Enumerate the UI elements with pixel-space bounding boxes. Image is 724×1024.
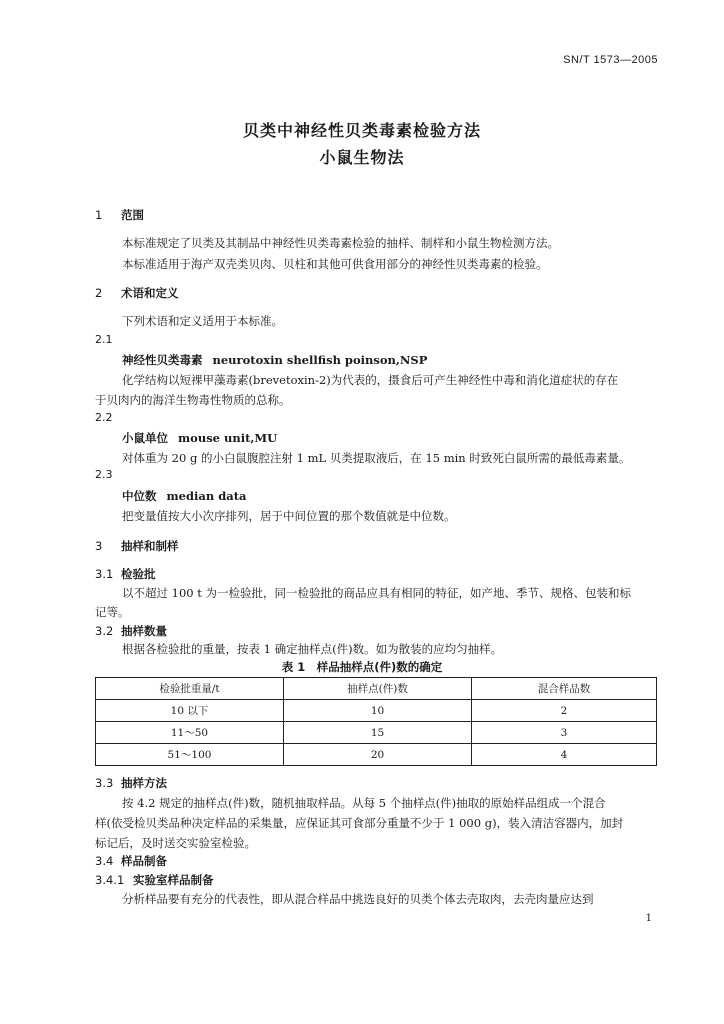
definition: 化学结构以短裸甲藻毒素(brevetoxin-2)为代表的，摄食后可产生神经性中毒和消化道症状的存在 (122, 373, 619, 387)
table-cell: 4 (472, 744, 657, 766)
paragraph: 样(依受检贝类品种决定样品的采集量，应保证其可食部分重量不少于 1 000 g)，装入清洁容器内，加封 (95, 816, 624, 830)
term-en: neurotoxin shellfish poinson,NSP (212, 353, 428, 367)
definition: 于贝肉内的海洋生物毒性物质的总称。 (95, 393, 291, 407)
paragraph: 本标准规定了贝类及其制品中神经性贝类毒素检验的抽样、制样和小鼠生物检测方法。 (122, 236, 559, 250)
section-number: 2 (95, 286, 103, 300)
table-caption: 表 1 样品抽样点(件)数的确定 (281, 660, 443, 674)
table-row (96, 722, 657, 744)
paragraph: 按 4.2 规定的抽样点(件)数，随机抽取样品。从每 5 个抽样点(件)抽取的原始样品组成一个混合 (122, 796, 606, 810)
paragraph: 标记后，及时送交实验室检验。 (95, 836, 256, 850)
term-entry (122, 430, 277, 446)
table-row (96, 744, 657, 766)
subsection-heading (95, 775, 167, 791)
term-cn: 中位数 (122, 489, 157, 503)
subsection-heading (95, 853, 167, 869)
term-en: median data (166, 489, 247, 503)
document-title: 贝类中神经性贝类毒素检验方法 (242, 121, 481, 140)
subsection-heading (95, 872, 214, 888)
section-title: 抽样方法 (121, 776, 167, 790)
term-cn: 小鼠单位 (122, 431, 168, 445)
table-header-row (96, 678, 657, 700)
section-heading-sampling (95, 538, 179, 554)
term-entry (122, 352, 427, 368)
column-header: 混合样品数 (472, 678, 657, 700)
document-subtitle: 小鼠生物法 (319, 148, 405, 167)
sampling-table (95, 677, 657, 766)
subsection-heading (95, 623, 167, 639)
section-title: 样品制备 (121, 854, 167, 868)
section-title: 检验批 (121, 567, 156, 581)
section-title: 抽样数量 (121, 624, 167, 638)
standard-number: SN/T 1573—2005 (563, 54, 658, 66)
definition: 对体重为 20 g 的小白鼠腹腔注射 1 mL 贝类提取液后，在 15 min 时致死白鼠所需的最低毒素量。 (122, 451, 631, 465)
term-en: mouse unit,MU (178, 431, 278, 445)
clause-number: 2.2 (95, 411, 113, 424)
definition: 把变量值按大小次序排列，居于中间位置的那个数值就是中位数。 (122, 509, 456, 523)
table-cell: 10 (284, 700, 472, 722)
page-number: 1 (645, 913, 652, 924)
clause-number: 2.3 (95, 468, 113, 481)
column-header: 检验批重量/t (96, 678, 284, 700)
paragraph: 分析样品要有充分的代表性，即从混合样品中挑选良好的贝类个体去壳取肉，去壳肉量应达到 (122, 892, 594, 906)
section-number: 1 (95, 208, 103, 222)
section-heading-scope (95, 207, 144, 223)
table-cell: 11～50 (96, 722, 284, 744)
section-number: 3.2 (95, 624, 114, 638)
section-number: 3.1 (95, 567, 114, 581)
term-entry (122, 488, 246, 504)
column-header: 抽样点(件)数 (284, 678, 472, 700)
section-number: 3 (95, 539, 103, 553)
table-row (96, 700, 657, 722)
section-title: 抽样和制样 (121, 539, 179, 553)
table-cell: 20 (284, 744, 472, 766)
table-cell: 10 以下 (96, 700, 284, 722)
subsection-heading (95, 566, 156, 582)
section-title: 术语和定义 (121, 286, 179, 300)
table-cell: 3 (472, 722, 657, 744)
section-number: 3.4 (95, 854, 114, 868)
table-cell: 15 (284, 722, 472, 744)
section-number: 3.4.1 (95, 873, 125, 887)
table-cell: 51～100 (96, 744, 284, 766)
section-title: 范围 (121, 208, 144, 222)
section-title: 实验室样品制备 (133, 873, 214, 887)
paragraph: 记等。 (95, 605, 130, 619)
table-cell: 2 (472, 700, 657, 722)
paragraph: 本标准适用于海产双壳类贝肉、贝柱和其他可供食用部分的神经性贝类毒素的检验。 (122, 257, 548, 271)
paragraph: 根据各检验批的重量，按表 1 确定抽样点(件)数。如为散装的应均匀抽样。 (122, 642, 503, 656)
term-cn: 神经性贝类毒素 (122, 353, 203, 367)
paragraph: 下列术语和定义适用于本标准。 (122, 314, 283, 328)
clause-number: 2.1 (95, 333, 113, 346)
section-number: 3.3 (95, 776, 114, 790)
section-heading-terms (95, 285, 179, 301)
paragraph: 以不超过 100 t 为一检验批，同一检验批的商品应具有相同的特征，如产地、季节、规格、包装和标 (122, 586, 632, 600)
